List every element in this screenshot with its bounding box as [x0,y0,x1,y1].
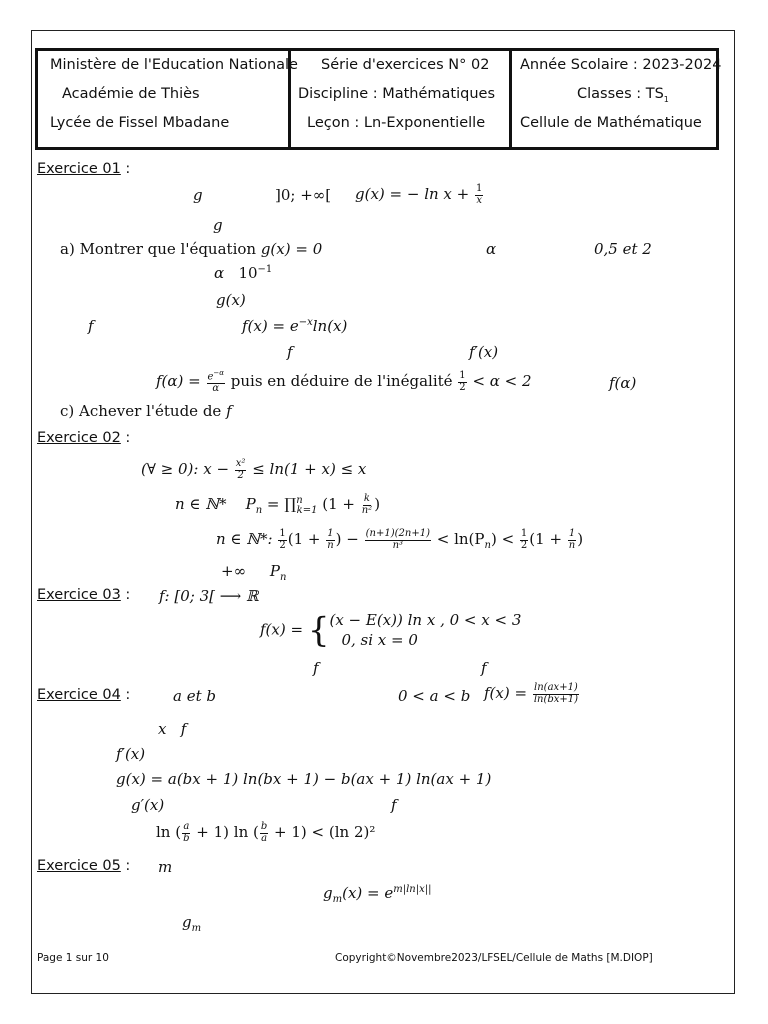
exercise-4-title: Exercice 04 : [37,687,131,703]
academy-label: Académie de Thiès [62,86,200,102]
ex4-f-definition: f(x) = $\frac{\ln(ax+1)}{\ln(bx+1)}$ [484,682,579,705]
lesson-label: Leçon : Ln-Exponentielle [307,115,486,131]
exercise-1-title: Exercice 01 : [37,161,131,177]
ex1-f-symbol-2: f [287,343,293,361]
ex1-gx: g(x) [216,291,246,309]
ex1-bounds: 0,5 et 2 [594,240,652,258]
ex4-log-inequality: ln ( $\frac{a}{b}$ + 1) ln ( $\frac{b}{a}$ + 1) < (ln 2)² [156,821,376,844]
header-col-series [288,51,509,147]
ex3-piecewise: f(x) = { (x − E(x)) ln x , 0 < x < 3 0, si x = 0 [260,610,522,651]
ex2-product-def: n ∈ ℕ* $P_n$ = ∏$^n_{k=1}$ (1 + $\frac{k}{\text{n²}}$ ) [175,493,381,516]
ministry-label: Ministère de l'Education Nationale [50,57,298,73]
ex5-gm: $g_m$ [182,913,202,934]
ex4-f-symbol: f [391,796,397,814]
header-col-institution [38,51,298,147]
ex1-f-alpha: f(α) [609,374,637,392]
department-label: Cellule de Mathématique [520,115,702,131]
ex1-question-c: c) Achever l'étude de f [60,402,232,420]
copyright: Copyright©Novembre2023/LFSEL/Cellule de Maths [M.DIOP] [335,952,653,964]
ex1-alpha: α [486,240,497,258]
school-year-label: Année Scolaire : 2023-2024 [520,57,722,73]
ex2-limit: +∞ $P_n$ [221,562,287,583]
school-label: Lycée de Fissel Mbadane [50,115,230,131]
ex5-m: m [158,858,173,876]
exercise-2-title: Exercice 02 : [37,430,131,446]
page-border [31,30,735,994]
ex1-f-definition: $f(x) = e^{-x}\ln(x)$ [242,317,348,335]
ex3-f-2: f [481,659,487,677]
ex1-domain: ]0; +∞[ [275,186,332,204]
ex1-f-symbol: f [88,317,94,335]
ex2-inequality: (∀ ≥ 0): x − $\frac{\text{x²}}{2}$ ≤ ln(1 + x) ≤ x [141,458,367,481]
ex1-question-a: a) Montrer que l'équation g(x) = 0 [60,240,323,258]
ex1-f-prime: f′(x) [469,343,499,361]
ex4-x-f: x f [158,720,187,738]
ex4-g-definition: g(x) = a(bx + 1) ln(bx + 1) − b(ax + 1) ln(ax + 1) [116,770,492,788]
ex4-params: a et b [173,687,216,705]
header-table [35,48,722,150]
ex3-f-1: f [313,659,319,677]
ex1-g-symbol-2: g [213,216,223,234]
discipline-label: Discipline : Mathématiques [298,86,496,102]
ex4-condition: 0 < a < b [398,687,471,705]
exercise-5-title: Exercice 05 : [37,858,131,874]
ex4-g-prime: g′(x) [131,796,165,814]
ex3-function-domain: f: [0; 3[ ⟶ ℝ [159,587,259,605]
ex4-f-prime: f′(x) [116,745,146,763]
ex1-g-definition: g(x) = − ln x + $\frac{1}{x}$ [355,183,483,206]
series-label: Série d'exercices N° 02 [321,57,490,73]
ex1-alpha-precision: α $10^{-1}$ [214,264,273,282]
ex5-gm-definition: $g_m(x) = e^{m|ln|x||}$ [323,884,432,905]
ex1-question-b: f(α) = $\frac{e^{-\alpha}}{\alpha}$ puis en déduire de l'inégalité $\frac{1}{2}$ < α < 2 [156,369,532,394]
page-number: Page 1 sur 10 [37,952,109,964]
exercise-3-title: Exercice 03 : [37,587,131,603]
header-col-year [509,51,722,147]
class-label: Classes : $TS_1$ [577,86,669,104]
ex1-g-symbol: g [193,186,203,204]
ex2-bound-ineq: n ∈ ℕ*: $\frac{1}{2}$ (1 + $\frac{1}{n}$ ) − $\frac{(n+1)(2n+1)}{\text{n³}}$ < $\ln(P_n)$ < $\frac{1}{2}$ (1 + $\frac{1}{n}$ ) [216,528,584,551]
